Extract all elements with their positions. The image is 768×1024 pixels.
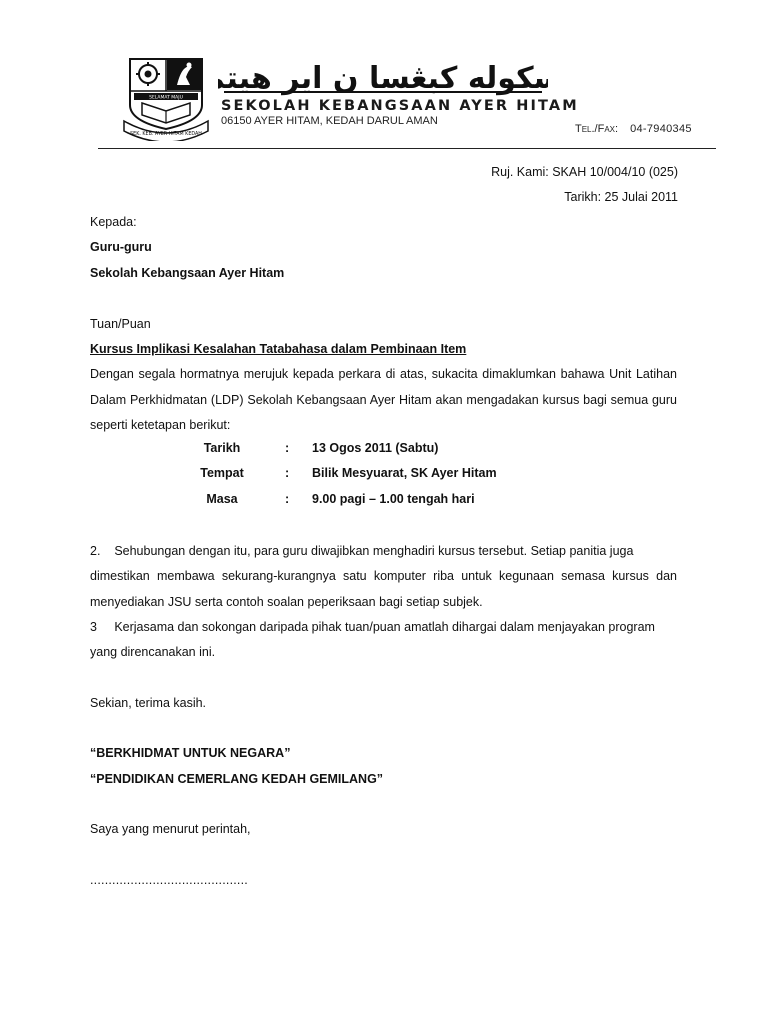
paragraph-2-line-3: menyediakan JSU serta contoh soalan peperiksaan bagi setiap subjek.: [90, 595, 483, 609]
recipient-line-2: Sekolah Kebangsaan Ayer Hitam: [90, 266, 285, 280]
detail-label-tarikh: Tarikh: [203, 441, 241, 455]
detail-colon: :: [285, 492, 290, 506]
paragraph-1-line-3: seperti ketetapan berikut:: [90, 418, 231, 432]
recipient-line-1: Guru-guru: [90, 240, 152, 254]
telfax: [575, 123, 692, 135]
paragraph-1-line-1: Dengan segala hormatnya merujuk kepada perkara di atas, sukacita dimaklumkan bahawa Unit Latihan: [90, 367, 677, 381]
signature-line: ...........................................: [90, 873, 248, 887]
telfax-number: 04-7940345: [630, 123, 692, 135]
reference-number: Ruj. Kami: SKAH 10/004/10 (025): [491, 165, 678, 179]
telfax-label: Tel./Fax:: [575, 123, 619, 135]
detail-label-masa: Masa: [206, 492, 238, 506]
letter-date: Tarikh: 25 Julai 2011: [564, 190, 678, 204]
paragraph-1-line-2: Dalam Perkhidmatan (LDP) Sekolah Kebangsaan Ayer Hitam akan mengadakan kursus bagi semua guru: [90, 393, 677, 407]
paragraph-3-line-1: 3 Kerjasama dan sokongan daripada pihak tuan/puan amatlah dihargai dalam menjayakan program: [90, 620, 655, 634]
recipient-heading: Kepada:: [90, 215, 137, 229]
school-name: SEKOLAH KEBANGSAAN AYER HITAM: [221, 98, 579, 114]
detail-value-masa: 9.00 pagi – 1.00 tengah hari: [312, 492, 475, 506]
school-crest-logo: [122, 55, 210, 141]
subject-heading: Kursus Implikasi Kesalahan Tatabahasa dalam Pembinaan Item: [90, 342, 467, 356]
paragraph-3-line-2: yang direncanakan ini.: [90, 645, 216, 659]
jawi-text: سكوله كبڠسا ن اير هيتم: [218, 61, 548, 96]
school-address: 06150 AYER HITAM, KEDAH DARUL AMAN: [221, 115, 438, 127]
jawi-calligraphy-graphic: [218, 54, 548, 98]
paragraph-2-line-1: 2. Sehubungan dengan itu, para guru diwajibkan menghadiri kursus tersebut. Setiap panitia juga: [90, 544, 634, 558]
detail-colon: :: [285, 466, 290, 480]
detail-colon: :: [285, 441, 290, 455]
motto-2: “PENDIDIKAN CEMERLANG KEDAH GEMILANG”: [90, 772, 384, 786]
crest-top-label: SELAMAT MAJU: [149, 95, 183, 101]
detail-label-tempat: Tempat: [200, 466, 244, 480]
paragraph-2-line-2: dimestikan membawa sekurang-kurangnya satu komputer riba untuk kegunaan semasa kursus dan: [90, 569, 677, 583]
motto-1: “BERKHIDMAT UNTUK NEGARA”: [90, 746, 291, 760]
detail-value-tarikh: 13 Ogos 2011 (Sabtu): [312, 441, 439, 455]
letterhead-divider: [98, 148, 716, 149]
closing-remark: Sekian, terima kasih.: [90, 696, 207, 710]
salutation: Tuan/Puan: [90, 317, 151, 331]
crest-ribbon-text: SEK. KEB. AYER HITAM KEDAH: [130, 132, 202, 137]
jawi-school-name: [218, 54, 548, 98]
signoff: Saya yang menurut perintah,: [90, 822, 251, 836]
detail-value-tempat: Bilik Mesyuarat, SK Ayer Hitam: [312, 466, 497, 480]
